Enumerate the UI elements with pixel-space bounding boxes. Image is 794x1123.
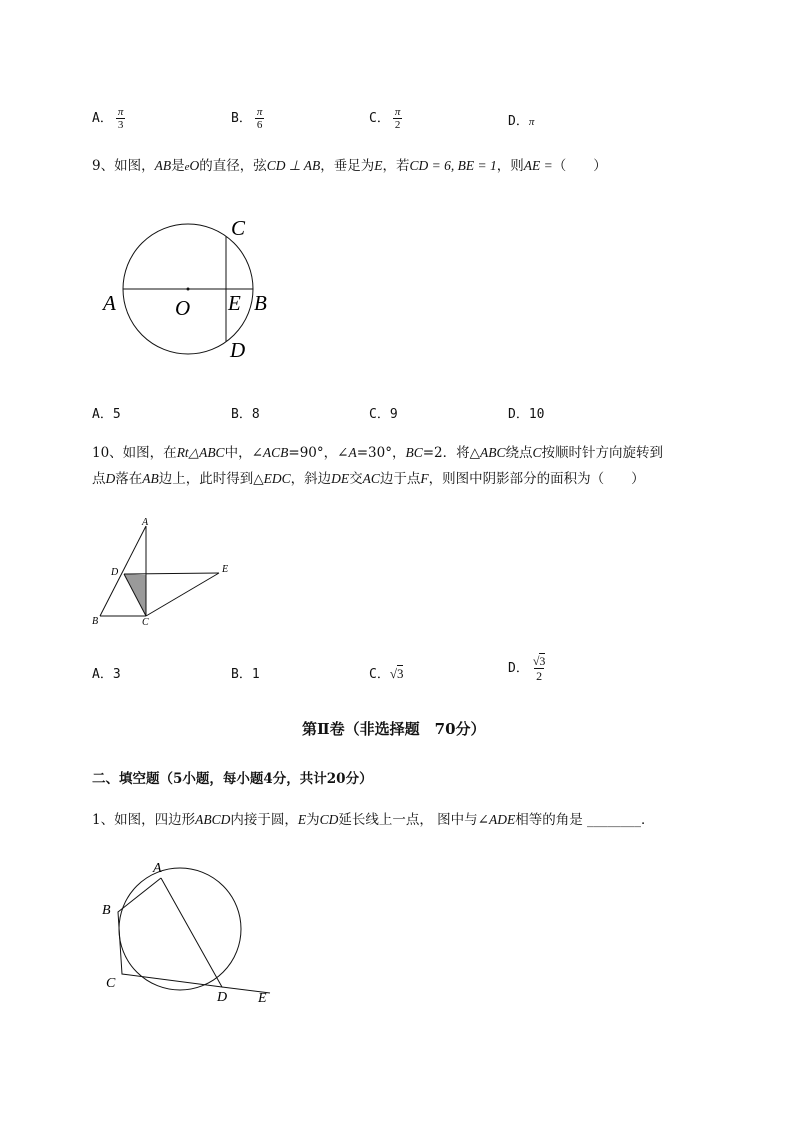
- q9-text: 9、如图，AB是eO的直径，弦CD ⊥ AB，垂足为E，若CD = 6, BE = 1，则AE =（ ）: [92, 158, 607, 174]
- part2-title: 第Ⅱ卷（非选择题 70分）: [302, 720, 486, 738]
- q9-figure: [95, 208, 295, 368]
- fill-in-section-heading: 二、填空题（5小题，每小题4分，共计20分）: [92, 771, 373, 787]
- q10-label-a: A: [142, 517, 149, 528]
- q8-option-c-label: C．: [369, 111, 390, 126]
- q8-option-a-fraction: $\frac{\pi}{3}$: [117, 106, 124, 131]
- q10-option-d: D． $\frac{√3}{2}$: [508, 654, 546, 683]
- q9-option-d: D．10: [508, 407, 545, 422]
- q8-option-b-label: B．: [231, 111, 252, 126]
- q9-option-c: C．9: [369, 407, 398, 422]
- q9-option-b: B．8: [231, 407, 260, 422]
- f1-circle: [119, 868, 241, 990]
- q10-label-e: E: [222, 564, 229, 575]
- q10-option-d-fraction: $\frac{√3}{2}$: [532, 654, 546, 683]
- q9-label-a: A: [103, 291, 116, 315]
- q8-option-b: [231, 106, 264, 131]
- q9-label-e: E: [228, 291, 241, 315]
- q8-option-d-label: D．: [508, 114, 529, 129]
- q8-option-b-fraction: $\frac{\pi}{6}$: [256, 106, 263, 131]
- q10-text-line2: 点D落在AB边上，此时得到△EDC，斜边DE交AC边于点F，则图中阴影部分的面积为（ ）: [92, 471, 645, 487]
- q10-figure: [88, 512, 248, 632]
- f1-label-c: C: [106, 976, 116, 991]
- q8-option-a: [92, 106, 125, 131]
- q9-center-dot: [187, 288, 190, 291]
- q10-option-c-sqrt: √3: [389, 666, 404, 681]
- f1-label-e: E: [258, 991, 267, 1006]
- q10-side-ec: [146, 573, 219, 616]
- q10-option-c: C．√3: [369, 666, 404, 682]
- q10-side-de: [124, 573, 219, 574]
- f1-label-b: B: [102, 903, 111, 918]
- q8-option-a-label: A．: [92, 111, 113, 126]
- f1-text: 1、如图，四边形ABCD内接于圆，E为CD延长线上一点， 图中与∠ADE相等的角是 ________．: [92, 812, 655, 828]
- q8-option-c: [369, 106, 402, 131]
- f1-label-a: A: [153, 861, 162, 876]
- q10-label-b: B: [92, 616, 99, 627]
- q9-option-a: A．5: [92, 407, 121, 422]
- f1-label-d: D: [217, 990, 228, 1005]
- f1-quadrilateral-abcd: [118, 878, 222, 987]
- f1-figure: [98, 852, 288, 1012]
- q10-label-c: C: [142, 617, 149, 628]
- q8-option-c-fraction: $\frac{\pi}{2}$: [394, 106, 401, 131]
- q10-label-d: D: [111, 567, 119, 578]
- q10-text-line1: 10、如图，在Rt△ABC中，∠ACB=90°，∠A=30°，BC=2．将△ABC绕点C按顺时针方向旋转到: [92, 445, 664, 461]
- q8-option-d: [508, 110, 534, 129]
- q9-label-d: D: [230, 338, 246, 362]
- q9-label-c: C: [231, 216, 246, 240]
- q9-label-b: B: [254, 291, 267, 315]
- q9-label-o: O: [175, 296, 191, 320]
- q10-option-b: B．1: [231, 667, 260, 682]
- q8-option-d-value: π: [528, 116, 535, 128]
- q10-option-a: A．3: [92, 667, 121, 682]
